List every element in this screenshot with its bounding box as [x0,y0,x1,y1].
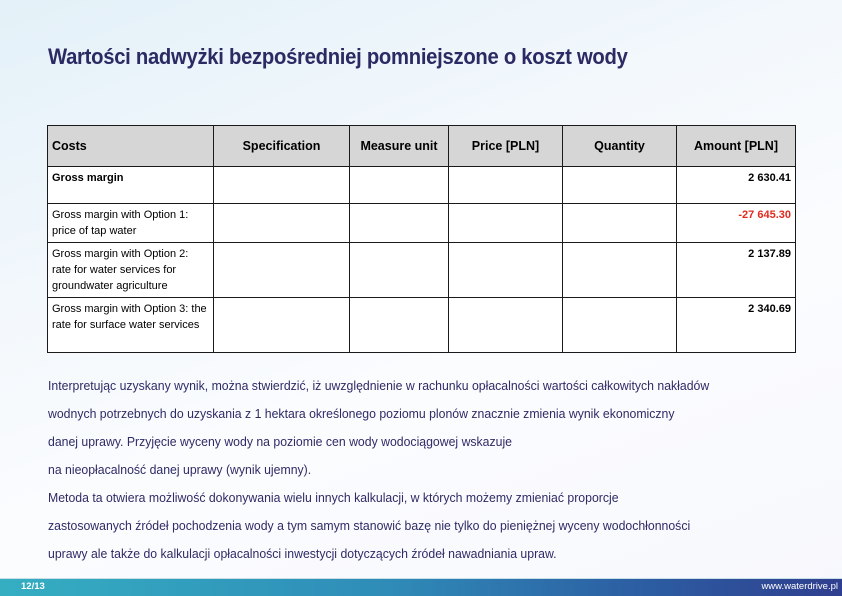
cell-costs: Gross margin with Option 2: rate for water services for groundwater agriculture [48,243,214,298]
column-header-costs: Costs [48,126,214,167]
table-row [48,167,796,204]
cell-costs: Gross margin [48,167,214,204]
cell-specification [214,243,350,298]
cell-costs: Gross margin with Option 1: price of tap water [48,204,214,243]
paragraph-line: uprawy ale także do kalkulacji opłacalności inwestycji dotyczących źródeł nawadniania upraw. [48,546,557,561]
website-link[interactable]: www.waterdrive.pl [761,581,838,592]
cell-amount: 2 137.89 [677,243,796,298]
cell-price [449,243,563,298]
cell-measure-unit [350,243,449,298]
cell-price [449,298,563,353]
cell-price [449,167,563,204]
paragraph-line: Metoda ta otwiera możliwość dokonywania wielu innych kalkulacji, w których możemy zmieniać proporcje [48,490,619,505]
paragraph-line: zastosowanych źródeł pochodzenia wody a tym samym stanowić bazę nie tylko do pieniężnej wyceny wodochłonności [48,518,691,533]
column-header-quantity: Quantity [563,126,677,167]
column-header-specification: Specification [214,126,350,167]
page-number: 12/13 [21,581,45,592]
column-header-measure-unit: Measure unit [350,126,449,167]
table-row [48,298,796,353]
cell-measure-unit [350,167,449,204]
paragraph-line: danej uprawy. Przyjęcie wyceny wody na poziomie cen wody wodociągowej wskazuje [48,434,513,449]
paragraph-line: Interpretując uzyskany wynik, można stwierdzić, iż uwzględnienie w rachunku opłacalności wartości całkowitych nakładów [48,378,710,393]
cell-quantity [563,167,677,204]
cell-price [449,204,563,243]
paragraph-line: wodnych potrzebnych do uzyskania z 1 hektara określonego poziomu plonów znacznie zmienia wynik ekonomiczny [48,406,675,421]
gross-margin-table [47,125,796,353]
cell-quantity [563,204,677,243]
cell-specification [214,298,350,353]
cell-specification [214,167,350,204]
cell-specification [214,204,350,243]
cell-quantity [563,298,677,353]
paragraph-line: na nieopłacalność danej uprawy (wynik ujemny). [48,462,312,477]
page-title: Wartości nadwyżki bezpośredniej pomniejszone o koszt wody [48,44,628,69]
column-header-price: Price [PLN] [449,126,563,167]
cell-amount: 2 630.41 [677,167,796,204]
cell-quantity [563,243,677,298]
cell-amount-negative: -27 645.30 [677,204,796,243]
cell-measure-unit [350,204,449,243]
table-row [48,204,796,243]
cell-amount: 2 340.69 [677,298,796,353]
footer-bar [0,578,842,596]
column-header-amount: Amount [PLN] [677,126,796,167]
table-row [48,243,796,298]
table-header-row [48,126,796,167]
cell-measure-unit [350,298,449,353]
cell-costs: Gross margin with Option 3: the rate for surface water services [48,298,214,353]
interpretation-paragraph [48,372,828,568]
